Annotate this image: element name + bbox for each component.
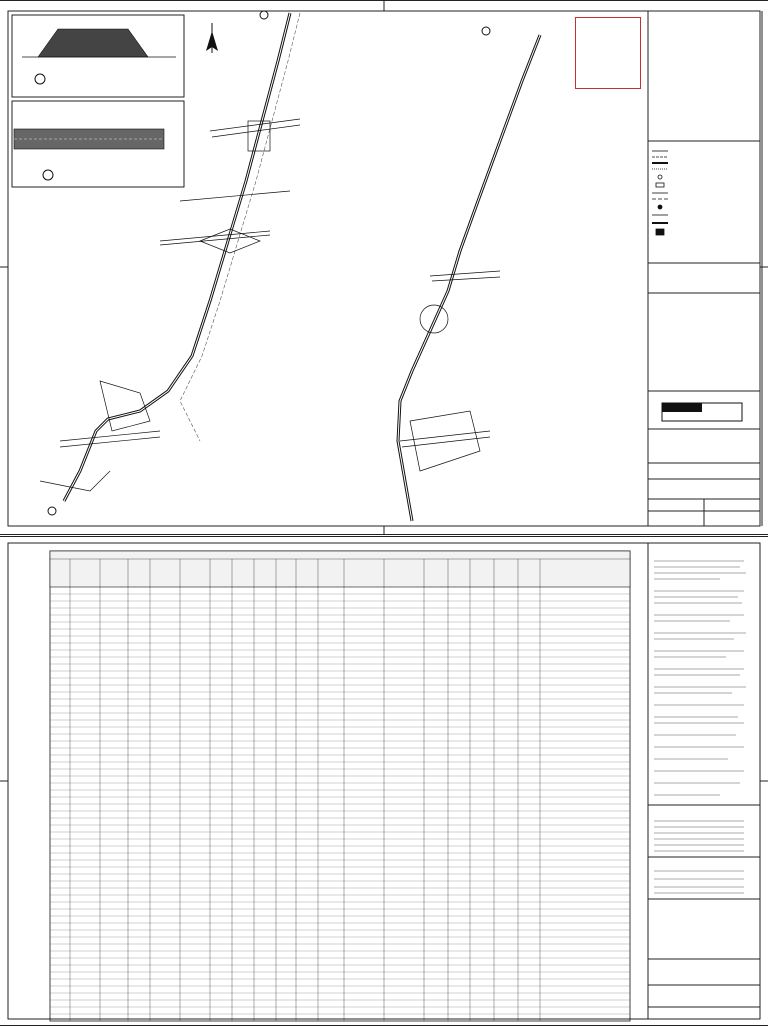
legend-symbols (652, 151, 668, 235)
reference-lines-bottom (654, 871, 744, 893)
parallel-line-left (180, 13, 300, 441)
power-line-route-right (398, 35, 540, 521)
plan-drawing (0, 1, 768, 534)
power-line-route-left (64, 13, 290, 501)
power-line-route-right-inner (398, 35, 540, 521)
crossing-cluster-left-2 (40, 381, 160, 491)
notes-text-lines-bottom (654, 561, 746, 795)
route-start-marker-left (260, 11, 268, 19)
route-end-marker-left (48, 507, 56, 515)
detail-marker-1 (35, 74, 45, 84)
legend-lines-bottom (654, 821, 744, 851)
crossing-cluster-right (400, 271, 500, 471)
route-start-marker-right (482, 27, 490, 35)
drawing-sheet-schedule (0, 536, 768, 1026)
north-arrow-icon (206, 23, 218, 53)
info-panel (648, 11, 760, 526)
approval-stamp (575, 17, 641, 89)
schedule-rows (50, 594, 630, 1014)
info-panel-bottom (648, 543, 760, 1019)
road-embankment-section (38, 29, 148, 57)
pole-schedule-drawing (0, 537, 768, 1025)
schedule-table (50, 551, 630, 1021)
schedule-table-header (50, 551, 630, 587)
detail-marker-2 (43, 170, 53, 180)
scale-bar-fill (662, 403, 702, 412)
sheet-border (8, 11, 760, 526)
